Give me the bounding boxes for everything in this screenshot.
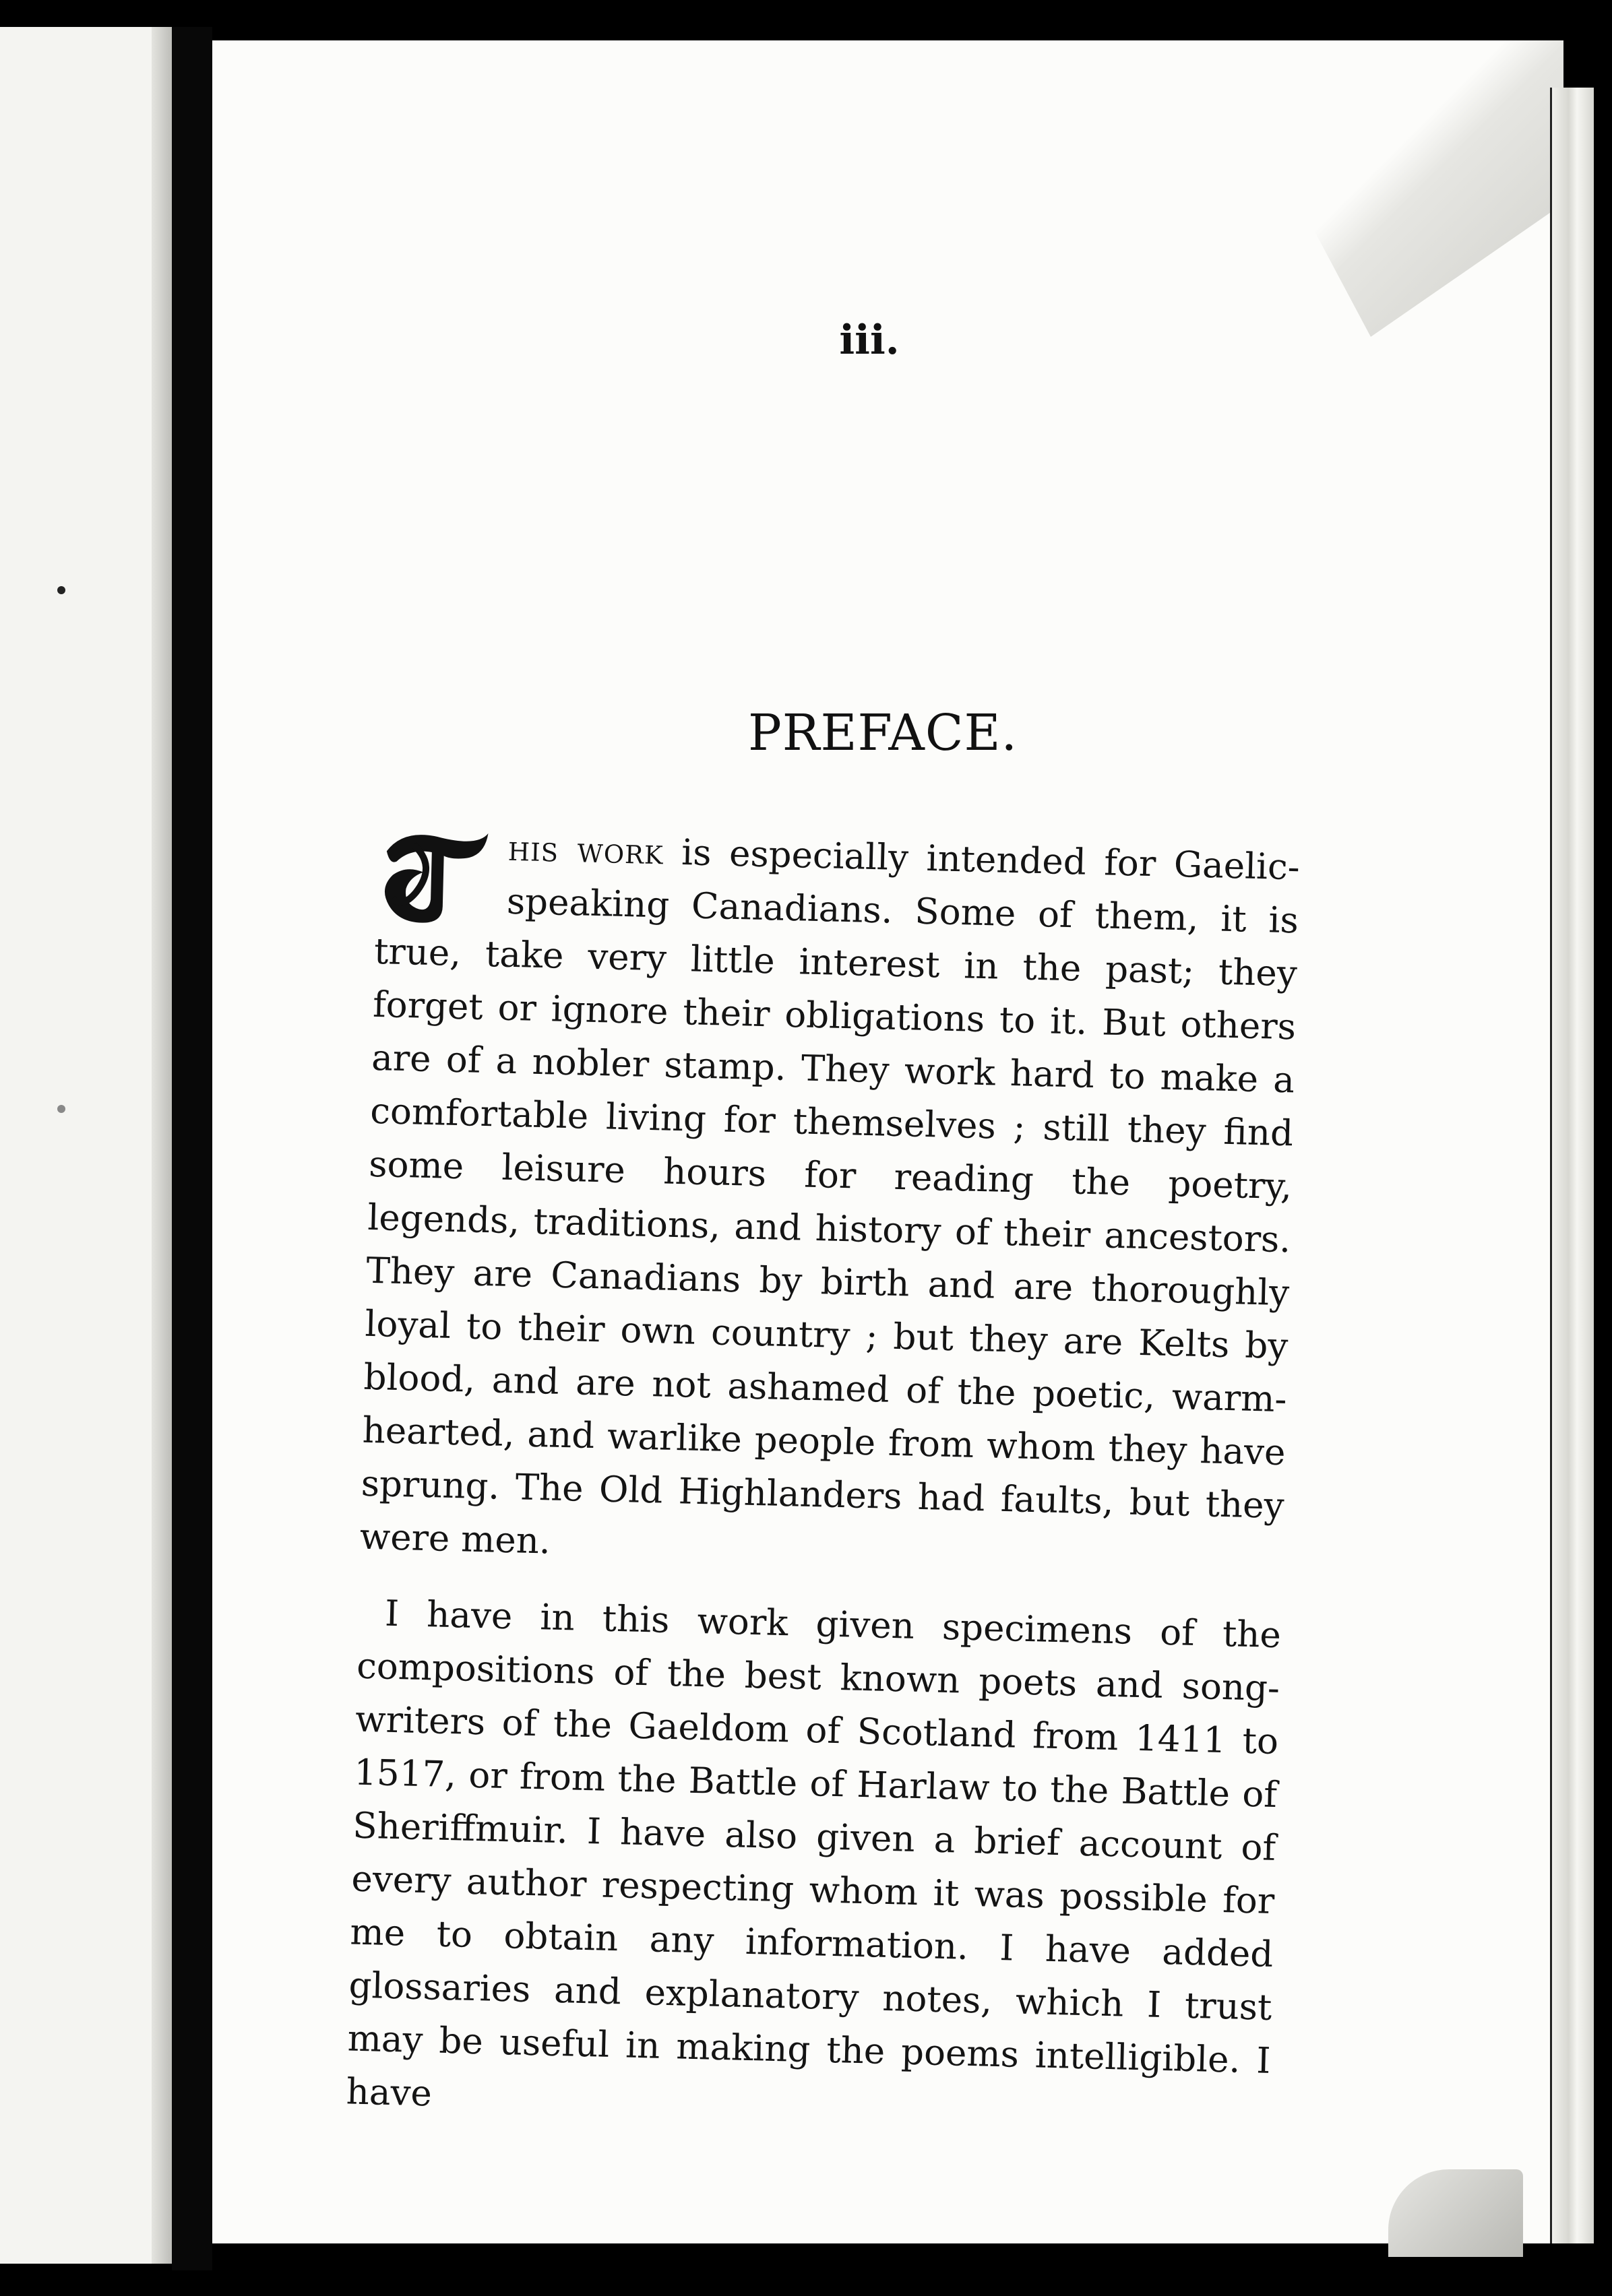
page-number: iii. [839, 317, 900, 364]
page-title: PREFACE. [747, 704, 1018, 762]
preface-body [346, 819, 1301, 2141]
lead-in-words: his work [507, 827, 664, 873]
speck-mark [57, 586, 65, 594]
ornament-icon [375, 824, 495, 928]
paragraph-2 [346, 1587, 1282, 2141]
left-page-shadow [152, 27, 172, 2264]
drop-cap-ornament [375, 824, 495, 928]
paragraph-1-text: is especially intended for Gaelic-speaking Canadians. Some of them, it is true, take very little interest in the past; they forget or ignore their obligations to it. But others are of a nobler stamp. They work hard to make a comfortable living for themselves ; still they find some leisure hours for reading the poetry, legends, traditions, and history of their ancestors. They are Canadians by birth and are thoroughly loyal to their own country ; but they are Kelts by blood, and are not ashamed of the poetic, warm-hearted, and warlike people from whom they have sprung. The Old Highlanders had faults, but they were men. [359, 832, 1301, 1562]
paragraph-1 [359, 819, 1301, 1586]
book-gutter [172, 27, 212, 2270]
paragraph-2-text: I have in this work given specimens of the compositions of the best known poets and song-writers of the Gaeldom of Scotland from 1411 to 1517, or from the Battle of Harlaw to the Battle of Sheriffmuir. I have also given a brief account of every author respecting whom it was possible for me to obtain any information. I have added glossaries and explanatory notes, which I trust may be useful in making the poems intelligible. I have [346, 1593, 1282, 2115]
right-page-edges [1550, 88, 1594, 2243]
left-page-edge [0, 27, 172, 2264]
speck-mark [57, 1105, 65, 1113]
